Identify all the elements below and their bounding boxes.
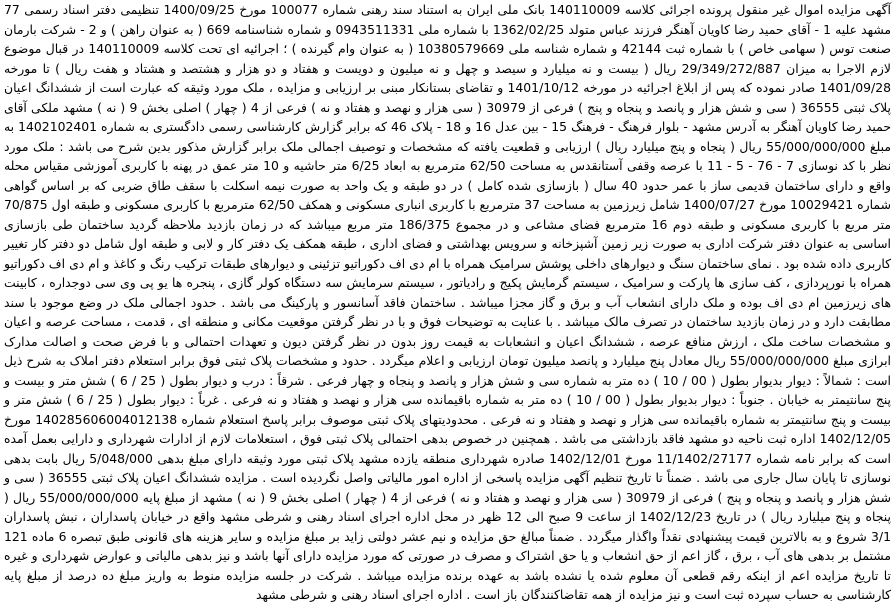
auction-notice-text: آگهی مزایده اموال غیر منقول پرونده اجرائی کلاسه 140110009 بانک ملی ایران به استناد سند رهنی شماره 100077 مورخ 1400/09/25 تنظیمی دفتر اسناد رسمی 77 مشهد علیه 1 - آقای حمید رضا کاویان آهنگر فرزند عباس متولد 1362/02/25 با شماره ملی 0943511331 و شماره شناسنامه 669 ( به عنوان راهن ) و 2 - شرکت بارمان صنعت توس ( سهامی خاص ) با شماره ثبت 42144 و شماره شناسه ملی 10380579669 ( به عنوان وام گیرنده ) ؛ اجرائیه ای تحت کلاسه 140110009 در قبال موضوع لازم الاجرا به میزان 29/349/272/887 ریال ( بیست و نه میلیارد و سیصد و چهل و نه میلیون و دویست و هفتاد و دو هزار و هشتصد و هشتاد و هفت ریال ) تا مورخه 1401/09/28 صادر نموده که پس از ابلاغ اجرائیه در مورخه 1401/10/12 و تقاضای بستانکار مبنی بر ارزیابی و مزایده ، ملک مورد وثیقه که عبارت است از ششدانگ اعیان پلاک ثبتی 36555 ( سی و شش هزار و پانصد و پنجاه و پنج ) فرعی از 30979 ( سی هزار و نهصد و هفتاد و نه ) فرعی از 4 ( چهار ) اصلی بخش 9 ( نه ) مشهد ملکی آقای حمید رضا کاویان آهنگر به آدرس مشهد - بلوار فرهنگ - فرهنگ 15 - بین عدل 16 و 18 - پلاک 46 که برابر گزارش کارشناسی رسمی دادگستری به شماره 1402102401 به مبلغ 55/000/000/000 ریال ( پنجاه و پنج میلیارد ریال ) ارزیابی و قطعیت یافته که مشخصات و توصیف اجمالی ملک برابر گزارش مذکور بدین شرح می باشد : ملک مورد نظر با کد نوسازی 7 - 76 - 5 - 11 با عرصه وقفی آستانقدس به مساحت 62/50 مترمربع به ابعاد 6/25 متر حاشیه و 10 متر عمق در پهنه با کاربری آموزشی مقیاس محله واقع و دارای ساختمان قدیمی ساز با عمر حدود 40 سال ( بازسازی شده کامل ) در دو طبقه و یک واحد به صورت نیمه اسکلت با سقف طاق ضربی که بر اساس گواهی شماره 10029421 مورخ 1400/07/27 شامل زیرزمین به مساحت 37 مترمربع با کاربری انباری مسکونی و همکف 62/50 مترمربع با کاربری مسکونی و طبقه اول 70/875 متر مربع با کاربری مسکونی و طبقه دوم 16 مترمربع فضای مشاعی و در مجموع 186/375 متر مربع میباشد که در زمان بازدید ملاحظه گردید ساختمان طی بازسازی اساسی به عنوان دفتر شرکت اداری به صورت زیر زمین آشپزخانه و سرویس بهداشتی و فضای اداری ، طبقه همکف یک دفتر کار و لابی و طبقه اول شامل دو دفتر کار تغییر کاربری داده شده بود . نمای ساختمان سنگ و دیوارهای داخلی پوشش سرامیک همراه با ام دی اف دکوراتیو تزئینی و دیوارهای طبقات ترکیب رنگ و کاغذ و ام دی اف دکوراتیو همراه با نورپردازی ، کف سازی ها پارکت و سرامیک ، سیستم گرمایش پکیج و رادیاتور ، سیستم سرمایش سه دستگاه کولر گازی ، پنجره ها یو پی وی سی دوجداره ، کابینت های زیرزمین ام دی اف بوده و ملک دارای انشعاب آب و برق و گاز مجزا میباشد . ساختمان فاقد آسانسور و پارکینگ می باشد . حدود اجمالی ملک در وضع موجود با سند مطابقت دارد و در زمان بازدید ساختمان در تصرف مالک میباشد . با عنایت به توضیحات فوق و با در نظر گرفتن موقعیت مکانی و منطقه ای ، قدمت ، مساحت عرصه و اعیان و مشخصات ساخت ملک ، ارزش منافع عرصه ، ششدانگ اعیان و انشعابات به قیمت روز بدون در نظر گرفتن دیون و تعهدات احتمالی و با فرض صحت و اصالت مدارک ابرازی مبلغ 55/000/000/000 ریال معادل پنج میلیارد و پانصد میلیون تومان ارزیابی و اعلام میگردد . حدود و مشخصات پلاک ثبتی فوق برابر استعلام دفتر املاک به شرح ذیل است : شمالاً : دیوار بدیوار بطول ( 00 / 10 ) ده متر به شماره سی و شش هزار و پانصد و پنجاه و چهار فرعی . شرقاً : درب و دیوار بطول ( 25 / 6 ) شش متر و بیست و پنج سانتیمتر به خیابان . جنوباً : دیوار بدیوار بطول ( 00 / 10 ) ده متر به شماره باقیمانده سی هزار و نهصد و هفتاد و نه فرعی . غرباً : دیوار بطول ( 25 / 6 ) شش متر و بیست و پنج سانتیمتر به شماره باقیمانده سی هزار و نهصد و هفتاد و نه فرعی . محدودیتهای پلاک ثبتی موصوف برابر پاسخ استعلام شماره 140285606004012138 مورخ 1402/12/05 اداره ثبت ناحیه دو مشهد فاقد بازداشتی می باشد . همچنین در خصوص بدهی احتمالی پلاک ثبتی فوق ، استعلامات لازم از ادارات شهرداری و دارایی بعمل آمده است که برابر نامه شماره 11/1402/27177 مورخ 1402/12/01 صادره شهرداری منطقه یازده مشهد پلاک ثبتی مورد وثیقه دارای مبلغ بدهی 5/048/000 ریال بابت بدهی نوسازی تا پایان سال جاری می باشد . ضمناً تا تاریخ تنظیم آگهی مزایده پاسخی از اداره امور مالیاتی واصل نگردیده است . مزایده ششدانگ اعیان پلاک ثبتی 36555 ( سی و شش هزار و پانصد و پنجاه و پنج ) فرعی از 30979 ( سی هزار و نهصد و هفتاد و نه ) فرعی از 4 ( چهار ) اصلی بخش 9 ( نه ) مشهد از مبلغ پایه 55/000/000/000 ریال ( پنجاه و پنج میلیارد ریال ) در تاریخ 1402/12/23 از ساعت 9 صبح الی 12 ظهر در محل اداره اجرای اسناد رهنی و شرطی مشهد واقع در خیابان پاسداران ، نبش پاسداران 3/1 شروع و به بالاترین قیمت پیشنهادی نقداً واگذار میگردد . ضمناً مبالغ حق مزایده و نیم عشر دولتی زاید بر مبلغ مزایده و سایر هزینه های قانونی طبق تبصره 6 ماده 121 مشتمل بر بدهی های آب ، برق ، گاز اعم از حق انشعاب و یا حق اشتراک و مصرف در صورتی که مورد مزایده دارای آنها باشد و نیز بدهی مالیاتی و عوارض شهرداری و غیره تا تاریخ مزایده اعم از اینکه رقم قطعی آن معلوم شده یا نشده باشد به عهده برنده مزایده میباشد . شرکت در جلسه مزایده منوط به واریز مبلغ ده درصد از مبلغ پایه کارشناسی به حساب سپرده ثبت است و نیز مزایده از همه تقاضاکنندگان باز است . اداره اجرای اسناد رهنی و شرطی مشهد	[4, 2, 892, 602]
